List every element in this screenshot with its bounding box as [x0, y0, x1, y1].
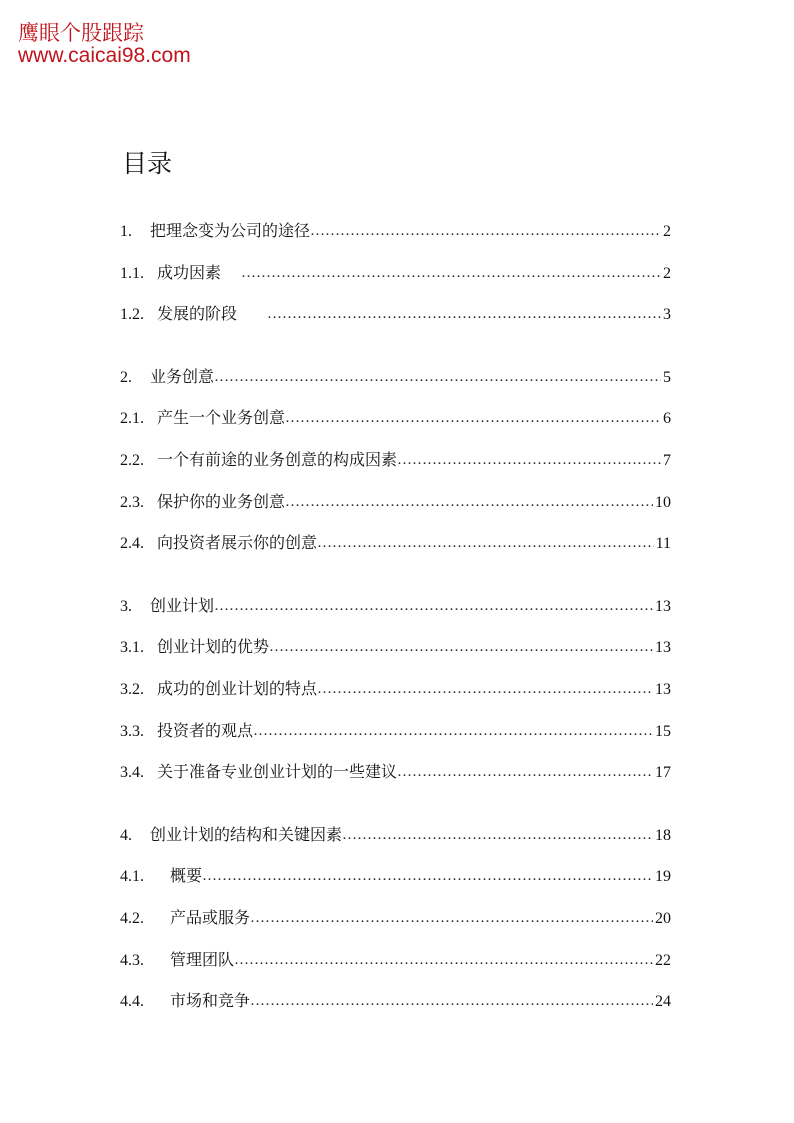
toc-entry-title: 投资者的观点 [157, 722, 254, 740]
toc-dot-leader [250, 898, 653, 940]
toc-entry-number: 4.4. [120, 993, 144, 1011]
toc-entry [120, 482, 671, 524]
toc-entry-number: 1.2. [120, 306, 144, 324]
toc-entry [120, 357, 671, 399]
toc-entry [120, 856, 671, 898]
toc-entry-number: 3. [120, 597, 132, 615]
toc-entry [120, 398, 671, 440]
toc-entry-number: 1.1. [120, 264, 144, 282]
toc-entry-page: 3 [663, 306, 671, 324]
toc-dot-leader [234, 940, 653, 982]
toc-entry [120, 898, 671, 940]
toc-dot-leader [342, 815, 653, 857]
toc-entry-page: 7 [663, 451, 671, 469]
toc-dot-leader [397, 440, 661, 482]
toc-entry-page: 17 [655, 764, 671, 782]
toc-entry-number: 1. [120, 223, 132, 240]
toc-entry-page: 13 [655, 639, 671, 657]
toc-entry [120, 711, 671, 753]
toc-entry-number: 2.2. [120, 451, 144, 469]
toc-entry [120, 440, 671, 482]
toc-entry [120, 253, 671, 295]
toc-entry-title: 发展的阶段 [157, 306, 238, 324]
toc-section [120, 357, 671, 565]
toc-entry-page: 22 [655, 951, 671, 969]
toc-entry-page: 10 [655, 493, 671, 511]
toc-entry-title: 产生一个业务创意 [157, 410, 286, 428]
page-title: 目录 [122, 151, 173, 178]
toc-dot-leader [285, 398, 661, 440]
toc-entry [120, 669, 671, 711]
toc-entry-number: 4.2. [120, 909, 144, 927]
toc-entry-page: 13 [655, 597, 671, 615]
toc-entry-title: 把理念变为公司的途径 [150, 223, 311, 240]
toc-dot-leader [253, 711, 653, 753]
toc-entry-page: 20 [655, 909, 671, 927]
toc-entry [120, 586, 671, 628]
toc-dot-leader [214, 357, 661, 399]
toc-entry-title: 成功的创业计划的特点 [157, 680, 318, 698]
toc-entry-title: 创业计划的优势 [157, 639, 270, 657]
toc-entry-title: 管理团队 [170, 951, 235, 969]
toc-entry-title: 创业计划的结构和关键因素 [150, 826, 343, 844]
toc-entry-number: 4.1. [120, 868, 144, 886]
toc-entry-title: 成功因素 [157, 264, 222, 282]
toc-entry-number: 4. [120, 826, 132, 844]
toc-entry-number: 3.3. [120, 722, 144, 740]
toc-section [120, 586, 671, 794]
toc-entry-title: 一个有前途的业务创意的构成因素 [157, 451, 398, 469]
toc-entry-page: 15 [655, 722, 671, 740]
toc-entry-title: 创业计划 [150, 597, 215, 615]
toc-entry [120, 523, 671, 565]
toc-entry [120, 981, 671, 1023]
toc-dot-leader [241, 253, 661, 295]
toc-entry-page: 2 [663, 264, 671, 282]
toc-entry-number: 2.4. [120, 535, 144, 553]
header-url: www.caicai98.com [18, 44, 191, 67]
toc-entry-page: 18 [655, 826, 671, 844]
toc-entry-page: 19 [655, 868, 671, 886]
toc-dot-leader [310, 211, 661, 253]
toc-dot-leader [267, 294, 661, 336]
toc-entry [120, 752, 671, 794]
toc-entry [120, 940, 671, 982]
toc-entry-page: 24 [655, 993, 671, 1011]
toc-entry [120, 627, 671, 669]
toc-entry-number: 3.2. [120, 680, 144, 698]
toc-entry-number: 2. [120, 368, 132, 386]
toc-section [120, 815, 671, 1023]
toc-dot-leader [317, 669, 653, 711]
toc-dot-leader [397, 752, 653, 794]
toc-entry-title: 产品或服务 [170, 909, 251, 927]
toc-entry-number: 4.3. [120, 951, 144, 969]
toc-entry-number: 2.1. [120, 410, 144, 428]
toc-entry-number: 2.3. [120, 493, 144, 511]
toc-dot-leader [285, 482, 653, 524]
toc-dot-leader [202, 856, 653, 898]
toc-entry-title: 业务创意 [150, 368, 215, 386]
toc-section [120, 211, 671, 336]
toc-entry-title: 向投资者展示你的创意 [157, 535, 318, 553]
toc-entry-title: 概要 [170, 868, 203, 886]
toc-entry-page: 11 [655, 535, 671, 553]
header-brand: 鹰眼个股跟踪 [18, 21, 144, 45]
toc-dot-leader [214, 586, 653, 628]
toc-dot-leader [317, 523, 654, 565]
toc-entry-page: 13 [655, 680, 671, 698]
toc-entry [120, 815, 671, 857]
toc-entry-title: 保护你的业务创意 [157, 493, 286, 511]
toc-entry-number: 3.1. [120, 639, 144, 657]
toc-entry-page: 5 [663, 368, 671, 386]
toc-dot-leader [269, 627, 653, 669]
table-of-contents [120, 211, 671, 1023]
toc-entry-page: 2 [663, 223, 671, 240]
toc-entry-title: 关于准备专业创业计划的一些建议 [157, 764, 398, 782]
toc-entry-number: 3.4. [120, 764, 144, 782]
toc-entry [120, 294, 671, 336]
toc-entry [120, 211, 671, 253]
toc-dot-leader [250, 981, 653, 1023]
toc-entry-title: 市场和竞争 [170, 993, 251, 1011]
toc-entry-page: 6 [663, 410, 671, 428]
